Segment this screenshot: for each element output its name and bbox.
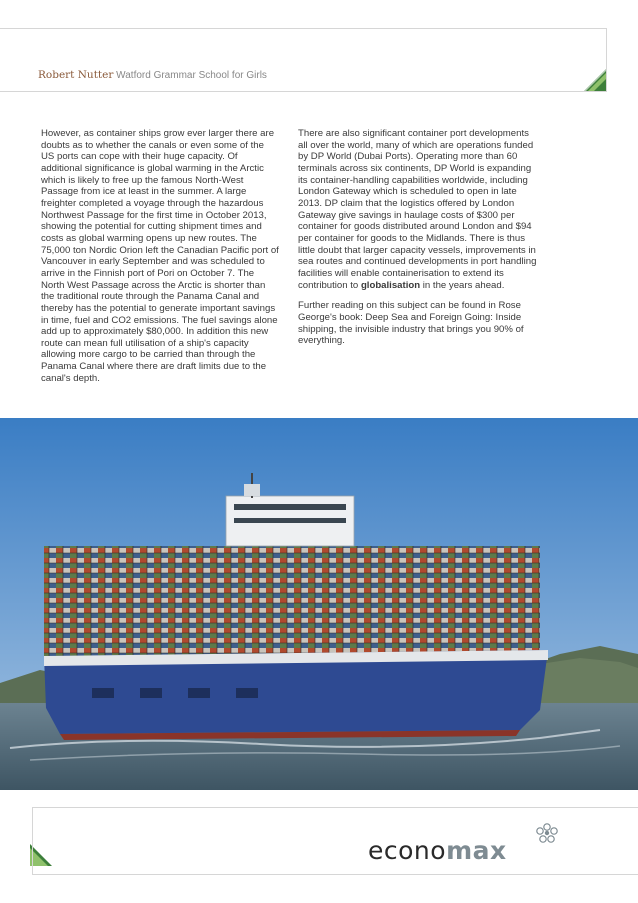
right-paragraph-1-text: There are also significant container port developments all over the world, many of which are operations funded by DP World (Dubai Ports). Operating more than 60 terminals across six continents, DP World is expanding its container-handling capabilities worldwide, including London Gateway which is scheduled to open in late 2013. DP claim that the logistics offered by London Gateway give savings in haulage costs of $300 per container for goods distributed around London and $94 per container for goods to the Midlands. There is thus little doubt that larger capacity vessels, improvements in sea routes and continued developments in port handling facilities will enable containerisation to extend its contribution to [298, 128, 537, 291]
left-column [41, 128, 279, 393]
economax-logo [368, 822, 568, 872]
header-frame [0, 28, 607, 92]
header-byline [38, 69, 267, 81]
left-paragraph: However, as container ships grow ever larger there are doubts as to whether the canals or even some of the US ports can cope with their huge capacity. Of additional significance is global warming in the Arctic which is likely to free up the famous North-West Passage from ice at least in the summer. A large freighter completed a voyage through the hazardous Northwest Passage for the first time in October 2013, showing the potential for cutting shipment times and costs as global warming opens up new routes. The 75,000 ton Nordic Orion left the Canadian Pacific port of Vancouver in early September and was scheduled to arrive in the Finnish port of Pori on October 7. The North West Passage across the Arctic is shorter than the traditional route through the Panama Canal and thereby has the potential to generate important savings in time, fuel and CO2 emissions. The fuel savings alone add up to approximately $80,000. In addition this new route can mean full utilisation of a ship's capacity allowing more cargo to be carried than through the Panama Canal where there are draft limits due to the canal's depth. [41, 128, 279, 384]
container-ship-photo [0, 418, 638, 790]
logo-word-max: max [446, 836, 507, 865]
right-paragraph-2: Further reading on this subject can be found in Rose George's book: Deep Sea and Foreign Going: Inside shipping, the invisible industry that brings you 90% of everything. [298, 300, 524, 347]
author-name: Robert Nutter [38, 69, 114, 81]
globalisation-term: globalisation [360, 279, 421, 291]
right-paragraph-1 [298, 128, 540, 291]
right-column [298, 128, 540, 356]
right-paragraph-1-end: in the years ahead. [420, 279, 505, 291]
school-name: Watford Grammar School for Girls [116, 70, 267, 81]
logo-word-econo: econo [368, 836, 447, 865]
flower-logo-icon [534, 822, 560, 844]
corner-accent-icon [584, 55, 608, 91]
